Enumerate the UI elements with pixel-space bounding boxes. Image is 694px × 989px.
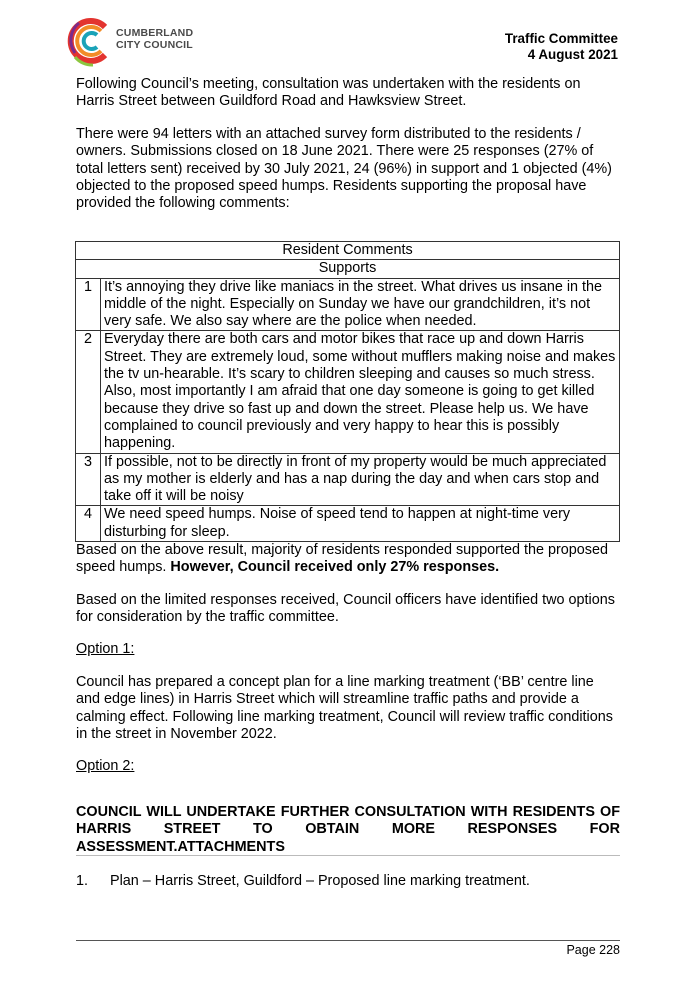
paragraph-consultation: Following Council’s meeting, consultation was undertaken with the residents on Harris Street between Guildford Road and Hawksview Street. [76, 76, 581, 110]
logo-line-2: CITY COUNCIL [116, 39, 193, 51]
row-comment: If possible, not to be directly in front of my property would be much appreciated as my mother is elderly and has a nap during the day and when cars stop and take off it will be noisy [101, 453, 620, 506]
council-logo-icon [67, 13, 115, 69]
result-summary-emphasis: However, Council received only 27% responses. [170, 559, 500, 576]
table-subtitle-row [76, 260, 620, 278]
table-title: Resident Comments [76, 242, 620, 260]
row-number: 1 [76, 278, 101, 331]
table-title-row [76, 242, 620, 260]
table-row [76, 453, 620, 506]
row-comment: It’s annoying they drive like maniacs in the street. What drives us insane in the middle of the night. Especially on Sunday we have our grandchildren, it’s not very safe. We also say where are the police when needed. [101, 278, 620, 331]
option-1-label: Option 1: [76, 641, 135, 657]
recommendation-heading: COUNCIL WILL UNDERTAKE FURTHER CONSULTATION WITH RESIDENTS OF HARRIS STREET TO OBTAIN MORE RESPONSES FOR ASSESSMENT.ATTACHMENTS [76, 804, 620, 855]
resident-comments-table [75, 241, 620, 542]
council-logo [67, 13, 197, 69]
page-number: Page 228 [566, 943, 620, 957]
option-2-label: Option 2: [76, 758, 135, 774]
row-comment: We need speed humps. Noise of speed tend to happen at night-time very disturbing for sleep. [101, 506, 620, 542]
row-comment: Everyday there are both cars and motor bikes that race up and down Harris Street. They are extremely loud, some without mufflers making noise and makes the tv un-hearable. It’s scary to children sleeping and causes so much stress. Also, most importantly I am afraid that one day someone is going to get killed because they drive so fast up and down the street. Please help us. We have complained to council previously and very happy to hear this is possibly happening. [101, 331, 620, 453]
result-summary-text: Based on the above result, majority of residents responded supported the proposed speed humps. [76, 542, 608, 576]
council-logo-wordmark [116, 27, 193, 51]
paragraph-survey-results: There were 94 letters with an attached survey form distributed to the residents / owners. Submissions closed on 18 June 2021. There were 25 responses (27% of total letters sent) received by 30 July 2021, 24 (96%) in support and 1 objected (4%) objected to the proposed speed humps. Residents supporting the proposal have provided the following comments: [76, 126, 612, 212]
attachment-number: 1. [76, 873, 89, 889]
paragraph-result-summary [76, 542, 620, 577]
row-number: 2 [76, 331, 101, 453]
option-1-text: Council has prepared a concept plan for a line marking treatment (‘BB’ centre line and edge lines) in Harris Street which will streamline traffic paths and provide a calming effect. Following line marking treatment, Council will review traffic conditions in the street in November 2022. [76, 674, 613, 742]
footer-divider [76, 940, 620, 941]
attachment-link-text: Plan – Harris Street, Guildford – Proposed line marking treatment. [110, 873, 530, 889]
committee-name: Traffic Committee [504, 31, 618, 46]
meeting-date: 4 August 2021 [527, 47, 618, 62]
heading-divider [76, 855, 620, 856]
table-row [76, 506, 620, 542]
header-right [505, 31, 618, 63]
table-row [76, 278, 620, 331]
table-subtitle: Supports [76, 260, 620, 278]
attachment-item [76, 873, 620, 890]
row-number: 4 [76, 506, 101, 542]
paragraph-options-intro: Based on the limited responses received, Council officers have identified two options for consideration by the traffic committee. [76, 592, 615, 626]
table-row [76, 331, 620, 453]
logo-line-1: CUMBERLAND [116, 27, 194, 39]
row-number: 3 [76, 453, 101, 506]
